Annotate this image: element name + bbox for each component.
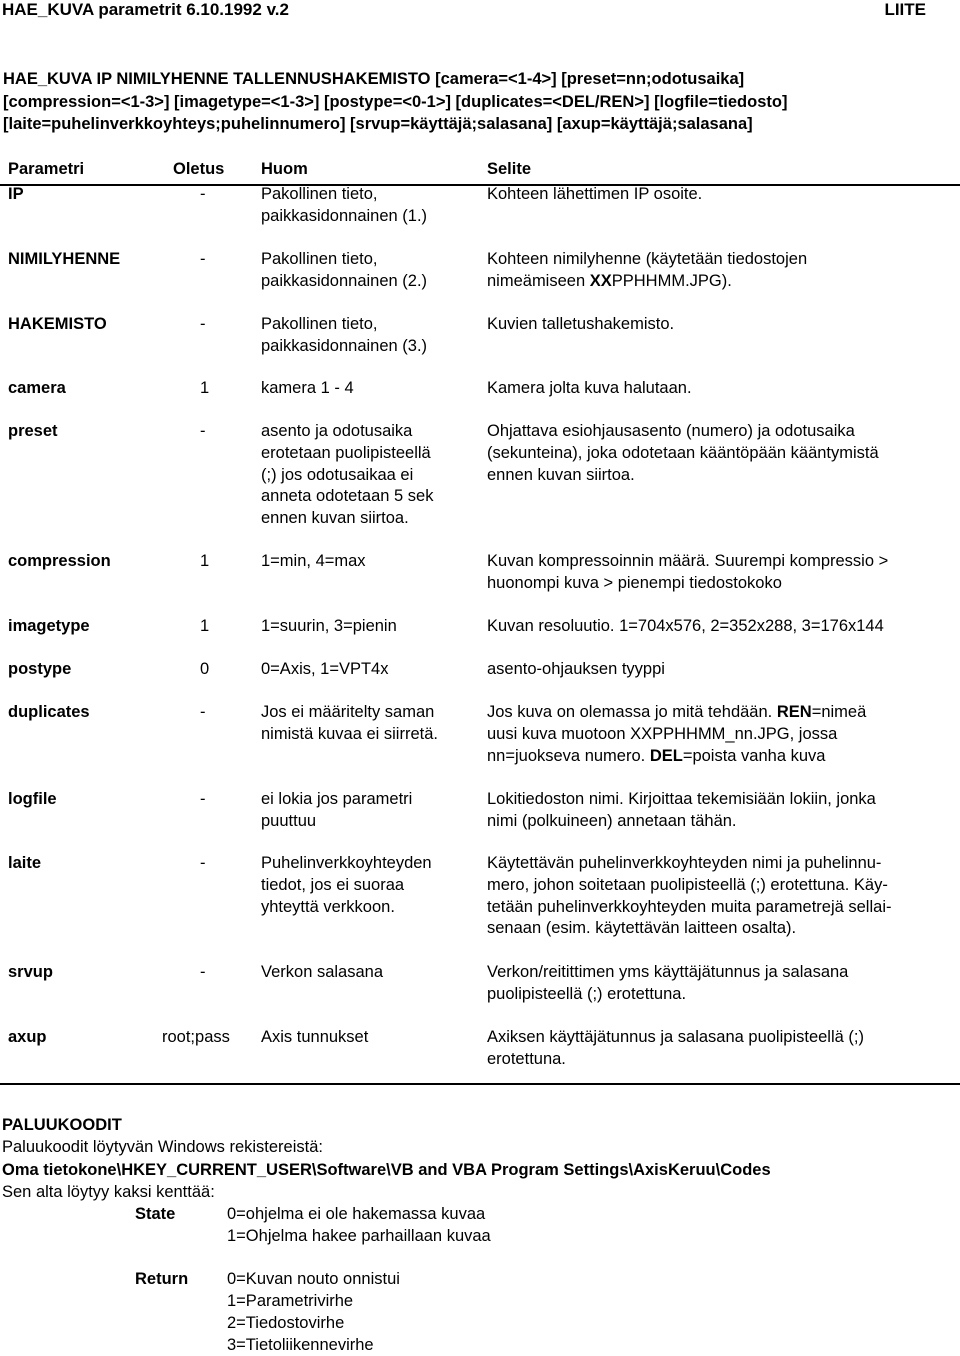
- param-default: 0: [200, 660, 210, 678]
- document-header-label: LIITE: [884, 0, 926, 19]
- param-name: preset: [8, 422, 58, 440]
- param-name: axup: [8, 1028, 47, 1046]
- param-description: [487, 659, 957, 681]
- param-description: [487, 789, 957, 833]
- state-label: State: [135, 1205, 176, 1223]
- param-note: [261, 421, 486, 530]
- param-note-line: anneta odotetaan 5 sek: [261, 487, 434, 506]
- return-value: 0=Kuvan nouto onnistui: [227, 1270, 400, 1288]
- param-description-line: Kamera jolta kuva halutaan.: [487, 379, 692, 397]
- param-default: -: [200, 185, 206, 203]
- param-description-line: Lokitiedoston nimi. Kirjoittaa tekemisiään lokiin, jonka: [487, 790, 876, 808]
- table-bottom-rule: [0, 1083, 960, 1085]
- param-name: camera: [8, 379, 66, 397]
- param-description: [487, 616, 957, 638]
- param-description-line: Kuvan resoluutio. 1=704x576, 2=352x288, 3=176x144: [487, 617, 884, 635]
- param-name: HAKEMISTO: [8, 315, 107, 333]
- param-description: [487, 1027, 957, 1071]
- param-note: [261, 659, 486, 681]
- param-note: [261, 789, 486, 833]
- param-description-line: tetään puhelinverkkoyhteyden muita parametrejä sellai-: [487, 897, 892, 916]
- command-syntax: [3, 68, 958, 136]
- registry-path: Oma tietokone\HKEY_CURRENT_USER\Software\VB and VBA Program Settings\AxisKeruu\Codes: [2, 1161, 771, 1179]
- param-note-line: paikkasidonnainen (2.): [261, 271, 428, 290]
- param-note-line: nimistä kuvaa ei siirretä.: [261, 724, 438, 743]
- param-name: IP: [8, 185, 24, 203]
- table-header-oletus: Oletus: [173, 160, 225, 178]
- param-note: [261, 378, 486, 400]
- fields-intro: Sen alta löytyy kaksi kenttää:: [2, 1183, 215, 1201]
- returncodes-intro: Paluukoodit löytyvän Windows rekistereistä:: [2, 1138, 323, 1156]
- param-note-line: Pakollinen tieto,: [261, 250, 378, 268]
- param-note: [261, 702, 486, 746]
- param-note-line: ei lokia jos parametri: [261, 790, 413, 808]
- param-description-line: ennen kuvan siirtoa.: [487, 465, 635, 484]
- param-note-line: Puhelinverkkoyhteyden: [261, 854, 432, 872]
- param-note-line: ennen kuvan siirtoa.: [261, 509, 409, 528]
- param-note: [261, 249, 486, 293]
- param-default: -: [200, 854, 206, 872]
- param-default: -: [200, 963, 206, 981]
- document-header-title: HAE_KUVA parametrit 6.10.1992 v.2: [2, 0, 289, 19]
- table-header-parametri: Parametri: [8, 160, 85, 178]
- param-description-line: erotettuna.: [487, 1049, 566, 1068]
- return-value: 2=Tiedostovirhe: [227, 1314, 345, 1332]
- param-name: laite: [8, 854, 42, 872]
- param-description-line: Kohteen nimilyhenne (käytetään tiedostojen: [487, 250, 808, 268]
- param-name: logfile: [8, 790, 57, 808]
- param-note-line: tiedot, jos ei suoraa: [261, 875, 405, 894]
- syntax-line: [compression=<1-3>] [imagetype=<1-3>] [postype=<0-1>] [duplicates=<DEL/REN>] [logfile=tiedosto]: [3, 92, 788, 111]
- param-note-line: 1=min, 4=max: [261, 552, 366, 570]
- param-name: postype: [8, 660, 72, 678]
- table-header-huom: Huom: [261, 160, 308, 178]
- syntax-line: [laite=puhelinverkkoyhteys;puhelinnumero] [srvup=käyttäjä;salasana] [axup=käyttäjä;salasana]: [3, 115, 753, 133]
- param-note-line: paikkasidonnainen (1.): [261, 206, 428, 225]
- param-description: [487, 314, 957, 336]
- param-note-line: paikkasidonnainen (3.): [261, 336, 428, 355]
- param-description-line: nimi (polkuineen) annetaan tähän.: [487, 811, 737, 830]
- param-description-line: Verkon/reitittimen yms käyttäjätunnus ja salasana: [487, 963, 849, 981]
- param-description: [487, 853, 957, 940]
- param-description-line: mero, johon soitetaan puolipisteellä (;) erotettuna. Käy-: [487, 875, 888, 894]
- param-description: [487, 249, 957, 293]
- param-note: [261, 184, 486, 228]
- param-description-line: senaan (esim. käytettävän laitteen osalta).: [487, 919, 797, 938]
- state-value: 0=ohjelma ei ole hakemassa kuvaa: [227, 1205, 486, 1223]
- param-description-line: nimeämiseen XXPPHHMM.JPG).: [487, 271, 732, 290]
- param-note-line: asento ja odotusaika: [261, 422, 413, 440]
- param-description-line: Käytettävän puhelinverkkoyhteyden nimi ja puhelinnu-: [487, 854, 882, 872]
- param-description-line: (sekunteina), joka odotetaan kääntöpään kääntymistä: [487, 443, 879, 462]
- table-header-selite: Selite: [487, 160, 532, 178]
- param-note-line: puuttuu: [261, 811, 317, 830]
- param-description-line: Axiksen käyttäjätunnus ja salasana puolipisteellä (;): [487, 1028, 864, 1046]
- param-note: [261, 616, 486, 638]
- param-note-line: 1=suurin, 3=pienin: [261, 617, 397, 635]
- return-value: 1=Parametrivirhe: [227, 1292, 354, 1310]
- param-description: [487, 702, 957, 767]
- param-default: -: [200, 250, 206, 268]
- param-note: [261, 551, 486, 573]
- param-default: root;pass: [162, 1028, 230, 1046]
- param-note-line: Jos ei määritelty saman: [261, 703, 435, 721]
- param-default: 1: [200, 379, 210, 397]
- param-description-line: Ohjattava esiohjausasento (numero) ja odotusaika: [487, 422, 855, 440]
- param-description: [487, 962, 957, 1006]
- param-default: -: [200, 315, 206, 333]
- param-note-line: yhteyttä verkkoon.: [261, 897, 395, 916]
- param-note-line: erotetaan puolipisteellä: [261, 443, 431, 462]
- param-description: [487, 378, 957, 400]
- param-default: 1: [200, 552, 210, 570]
- param-note-line: Pakollinen tieto,: [261, 185, 378, 203]
- param-note-line: (;) jos odotusaikaa ei: [261, 465, 414, 484]
- param-note: [261, 962, 486, 984]
- param-description: [487, 551, 957, 595]
- param-name: duplicates: [8, 703, 90, 721]
- param-name: NIMILYHENNE: [8, 250, 121, 268]
- param-default: 1: [200, 617, 210, 635]
- param-default: -: [200, 422, 206, 440]
- param-note-line: Pakollinen tieto,: [261, 315, 378, 333]
- param-note: [261, 1027, 486, 1049]
- param-default: -: [200, 703, 206, 721]
- returncodes-title: PALUUKOODIT: [2, 1116, 122, 1134]
- param-name: imagetype: [8, 617, 90, 635]
- syntax-line: HAE_KUVA IP NIMILYHENNE TALLENNUSHAKEMISTO [camera=<1-4>] [preset=nn;odotusaika]: [3, 70, 745, 88]
- param-name: compression: [8, 552, 111, 570]
- state-value: 1=Ohjelma hakee parhaillaan kuvaa: [227, 1227, 491, 1245]
- param-note-line: Axis tunnukset: [261, 1028, 369, 1046]
- param-description-line: Jos kuva on olemassa jo mitä tehdään. REN=nimeä: [487, 703, 867, 721]
- param-description: [487, 184, 957, 206]
- param-description-line: Kuvien talletushakemisto.: [487, 315, 675, 333]
- param-description-line: huonompi kuva > pienempi tiedostokoko: [487, 573, 782, 592]
- param-description-line: nn=juokseva numero. DEL=poista vanha kuva: [487, 746, 826, 765]
- param-description-line: uusi kuva muotoon XXPPHHMM_nn.JPG, jossa: [487, 724, 838, 743]
- param-description-line: asento-ohjauksen tyyppi: [487, 660, 665, 678]
- return-value: 3=Tietoliikennevirhe: [227, 1336, 374, 1354]
- param-note-line: 0=Axis, 1=VPT4x: [261, 660, 389, 678]
- param-name: srvup: [8, 963, 53, 981]
- return-label: Return: [135, 1270, 189, 1288]
- param-note-line: kamera 1 - 4: [261, 379, 354, 397]
- param-description-line: Kuvan kompressoinnin määrä. Suurempi kompressio >: [487, 552, 889, 570]
- param-description-line: puolipisteellä (;) erotettuna.: [487, 984, 687, 1003]
- param-default: -: [200, 790, 206, 808]
- param-note: [261, 853, 486, 918]
- param-note-line: Verkon salasana: [261, 963, 384, 981]
- param-note: [261, 314, 486, 358]
- param-description: [487, 421, 957, 486]
- param-description-line: Kohteen lähettimen IP osoite.: [487, 185, 703, 203]
